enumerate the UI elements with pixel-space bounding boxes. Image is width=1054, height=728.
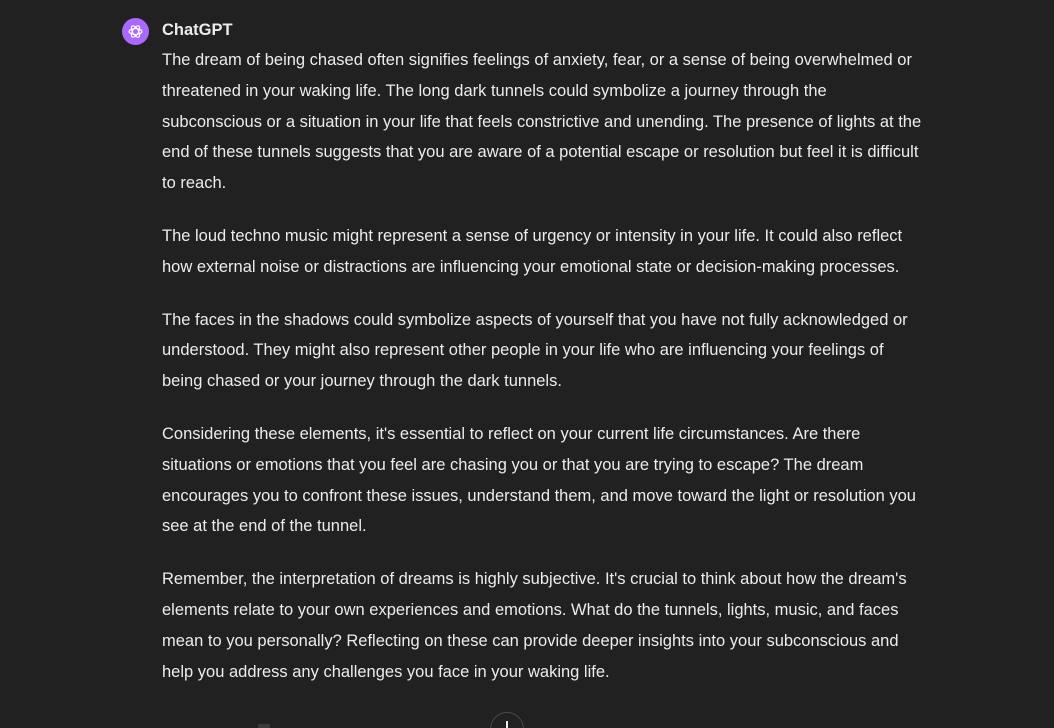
message-paragraph: The faces in the shadows could symbolize aspects of yourself that you have not fully acknowledged or understood. They might also represent other people in your life who are influencing your feelings of being chased or your journey through the dark tunnels. (162, 310, 908, 391)
message-paragraph: Remember, the interpretation of dreams is highly subjective. It's crucial to think about how the dream's elements relate to your own experiences and emotions. What do the tunnels, lights, music, and faces mean to you personally? Reflecting on these can provide deeper insights into your subconscious and help you address any challenges you face in your waking life. (162, 570, 907, 681)
openai-logo-icon (127, 23, 144, 40)
message-author: ChatGPT (162, 21, 233, 39)
chatgpt-avatar (122, 18, 149, 45)
message-body (162, 45, 922, 709)
action-icon[interactable] (258, 724, 270, 728)
message-paragraph: The dream of being chased often signifies feelings of anxiety, fear, or a sense of being overwhelmed or threatened in your waking life. The long dark tunnels could symbolize a journey through the subconscious or a situation in your life that feels constrictive and unending. The presence of lights at the end of these tunnels suggests that you are aware of a potential escape or resolution but feel it is difficult to reach. (162, 51, 922, 193)
message-paragraph: Considering these elements, it's essential to reflect on your current life circumstances. Are there situations or emotions that you feel are chasing you or that you are trying to escape? The dream encourages you to confront these issues, understand them, and move toward the light or resolution you see at the end of the tunnel. (162, 424, 916, 536)
arrow-down-icon (506, 721, 508, 728)
scroll-to-bottom-button[interactable] (490, 712, 524, 728)
message-paragraph: The loud techno music might represent a sense of urgency or intensity in your life. It could also reflect how external noise or distractions are influencing your emotional state or decision-making processes. (162, 226, 903, 276)
